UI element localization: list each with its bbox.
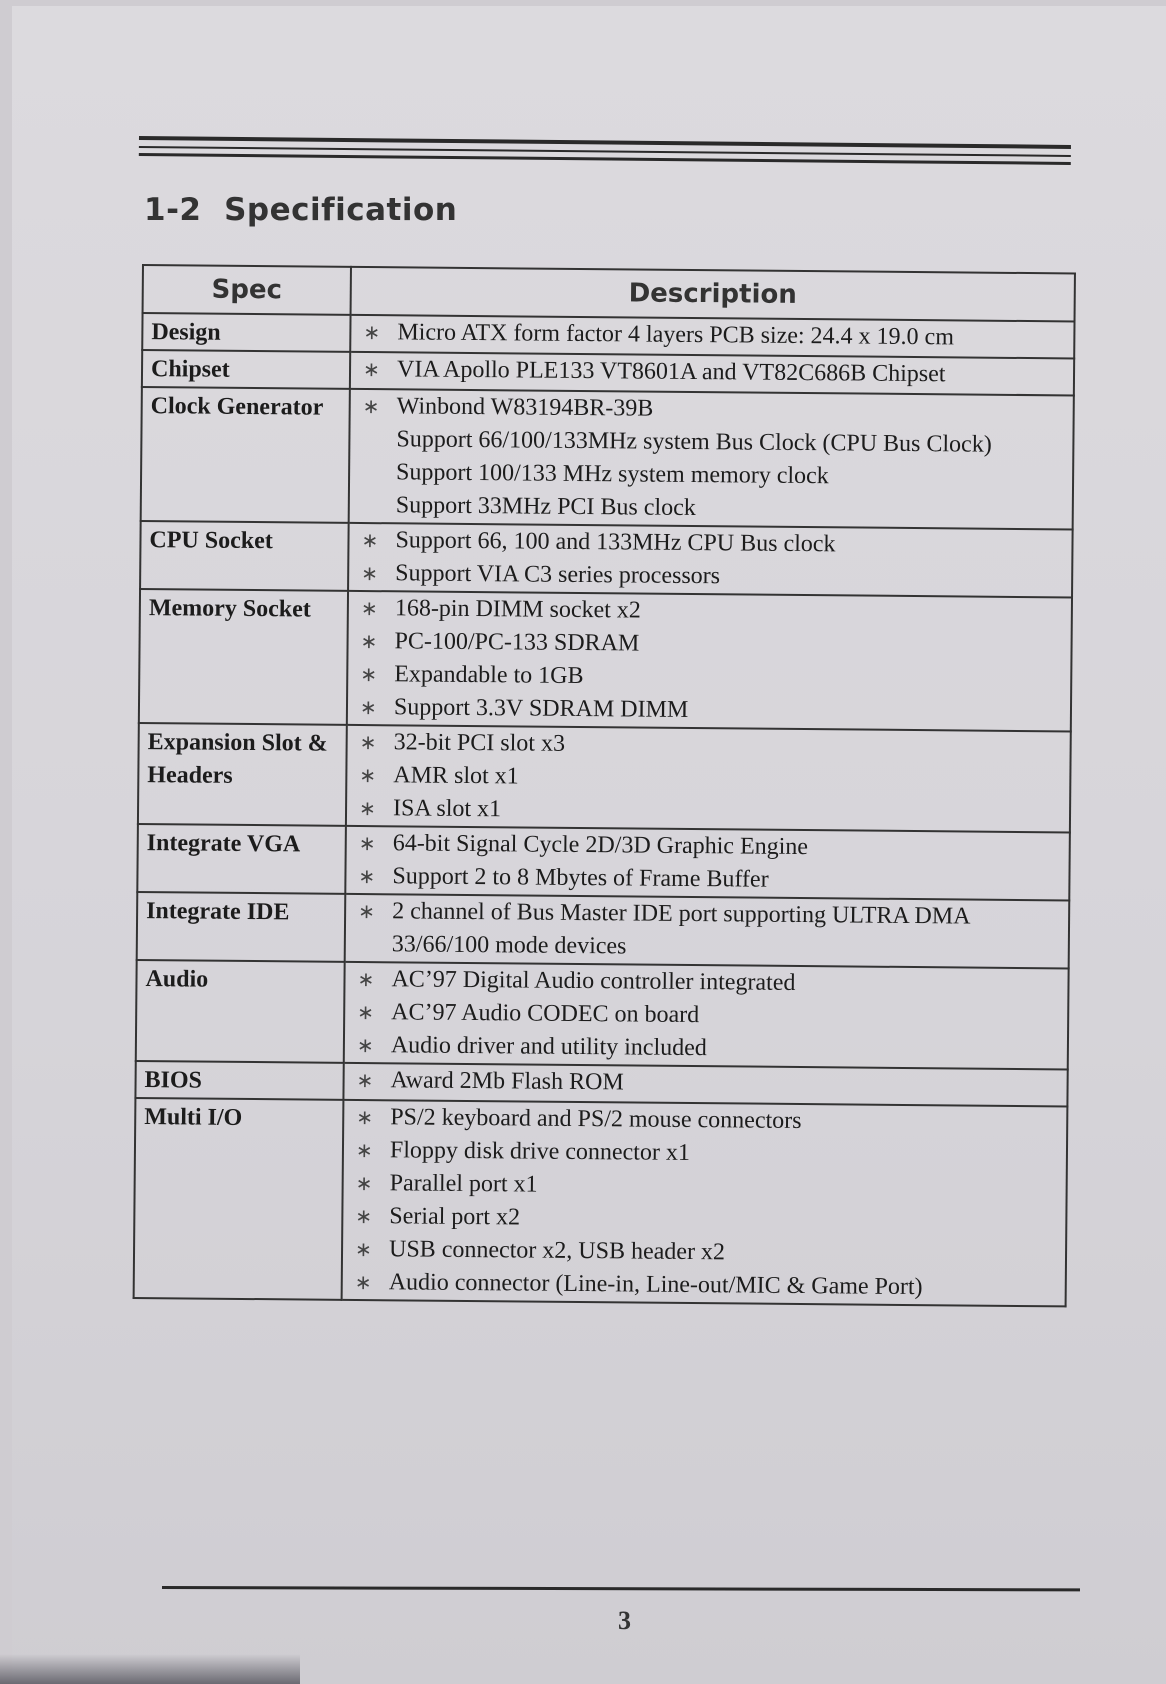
description-item: ∗ VIA Apollo PLE133 VT8601A and VT82C686B Chipset xyxy=(359,353,1065,392)
description-item: ∗ PC-100/PC-133 SDRAM xyxy=(356,625,1062,664)
spec-name-cell: Chipset xyxy=(142,350,350,389)
description-item: Support 33MHz PCI Bus clock xyxy=(395,492,696,522)
description-item: ∗ ISA slot x1 xyxy=(355,792,1061,831)
description-cell xyxy=(346,725,1071,833)
description-column-header: Description xyxy=(351,267,1075,322)
description-list xyxy=(352,1064,1058,1103)
description-cell xyxy=(347,591,1072,732)
manual-page xyxy=(12,6,1166,1684)
spec-name-cell: Integrate VGA xyxy=(137,824,346,894)
description-item: ∗ Floppy disk drive connector x1 xyxy=(352,1134,1058,1173)
table-row xyxy=(137,892,1070,968)
section-title: Specification xyxy=(224,192,458,228)
description-list xyxy=(356,592,1063,730)
description-item: ∗ AC’97 Digital Audio controller integrated xyxy=(353,963,1059,1002)
description-item: ∗ Support 3.3V SDRAM DIMM xyxy=(356,691,1062,730)
section-number: 1-2 xyxy=(144,192,202,228)
table-row xyxy=(137,824,1070,900)
spec-name-cell: Integrate IDE xyxy=(137,892,346,962)
table-body xyxy=(134,313,1075,1306)
description-list xyxy=(354,827,1061,899)
description-item: ∗ Audio connector (Line-in, Line-out/MIC & Game Port) xyxy=(351,1266,1057,1305)
description-cell xyxy=(342,1100,1068,1307)
description-item: ∗ 32-bit PCI slot x3 xyxy=(356,726,1062,765)
description-item: ∗ Support 66, 100 and 133MHz CPU Bus clock xyxy=(357,524,1063,563)
description-item: ∗ AMR slot x1 xyxy=(355,759,1061,798)
page-number: 3 xyxy=(618,1606,631,1635)
table-row xyxy=(139,589,1072,731)
description-list xyxy=(353,963,1060,1068)
spec-name-cell: BIOS xyxy=(135,1061,343,1100)
description-item: ∗ Award 2Mb Flash ROM xyxy=(352,1064,1058,1103)
table-row xyxy=(138,723,1071,832)
spec-name-cell: Memory Socket xyxy=(139,589,348,725)
table-header-row xyxy=(143,265,1075,321)
spec-name-cell: Design xyxy=(142,313,350,352)
description-item: ∗ AC’97 Audio CODEC on board xyxy=(353,996,1059,1035)
description-cell xyxy=(349,389,1074,530)
description-item: ∗ Audio driver and utility included xyxy=(353,1029,1059,1068)
description-cell xyxy=(344,962,1069,1070)
description-cell xyxy=(345,894,1070,969)
description-item: Support 100/133 MHz system memory clock xyxy=(396,459,829,490)
footer-rule xyxy=(162,1586,1080,1591)
table-row xyxy=(134,1098,1068,1306)
description-list xyxy=(359,353,1065,392)
description-item: ∗ Micro ATX form factor 4 layers PCB size: 24.4 x 19.0 cm xyxy=(359,316,1065,355)
header-double-rule xyxy=(139,136,1071,165)
description-cell xyxy=(348,523,1073,598)
specification-table xyxy=(133,264,1076,1307)
description-list xyxy=(355,726,1062,831)
description-item: ∗ 64-bit Signal Cycle 2D/3D Graphic Engine xyxy=(355,827,1061,866)
table-row xyxy=(140,521,1073,597)
description-list xyxy=(351,1101,1059,1305)
description-list xyxy=(357,524,1064,596)
description-list xyxy=(358,390,1065,528)
spec-name-cell: Clock Generator xyxy=(141,387,350,523)
description-item: ∗ Winbond W83194BR-39B xyxy=(359,390,1065,429)
table-row xyxy=(136,960,1069,1069)
description-item: Support 66/100/133MHz system Bus Clock (CPU Bus Clock) xyxy=(396,426,992,458)
description-item: ∗ Expandable to 1GB xyxy=(356,658,1062,697)
spec-name-cell: Audio xyxy=(136,960,345,1063)
scan-shadow xyxy=(0,1654,300,1684)
description-item: ∗ USB connector x2, USB header x2 xyxy=(351,1233,1057,1272)
description-item: ∗ Parallel port x1 xyxy=(352,1167,1058,1206)
description-item: ∗ 168-pin DIMM socket x2 xyxy=(357,592,1063,631)
description-item: ∗ Support VIA C3 series processors xyxy=(357,557,1063,596)
table-row xyxy=(141,387,1074,529)
description-item: ∗ PS/2 keyboard and PS/2 mouse connectors xyxy=(352,1101,1058,1140)
description-item: ∗ Support 2 to 8 Mbytes of Frame Buffer xyxy=(354,860,1060,899)
description-cell xyxy=(345,826,1070,901)
description-list xyxy=(354,895,1061,967)
spec-name-cell: Multi I/O xyxy=(134,1098,344,1300)
description-list xyxy=(359,316,1065,355)
description-item: ∗ 2 channel of Bus Master IDE port supporting ULTRA DMA 33/66/100 mode devices xyxy=(354,895,1061,967)
spec-name-cell: Expansion Slot & Headers xyxy=(138,723,347,826)
spec-name-cell: CPU Socket xyxy=(140,521,349,591)
spec-column-header: Spec xyxy=(143,265,351,315)
section-heading xyxy=(144,192,457,228)
description-item: ∗ Serial port x2 xyxy=(351,1200,1057,1239)
